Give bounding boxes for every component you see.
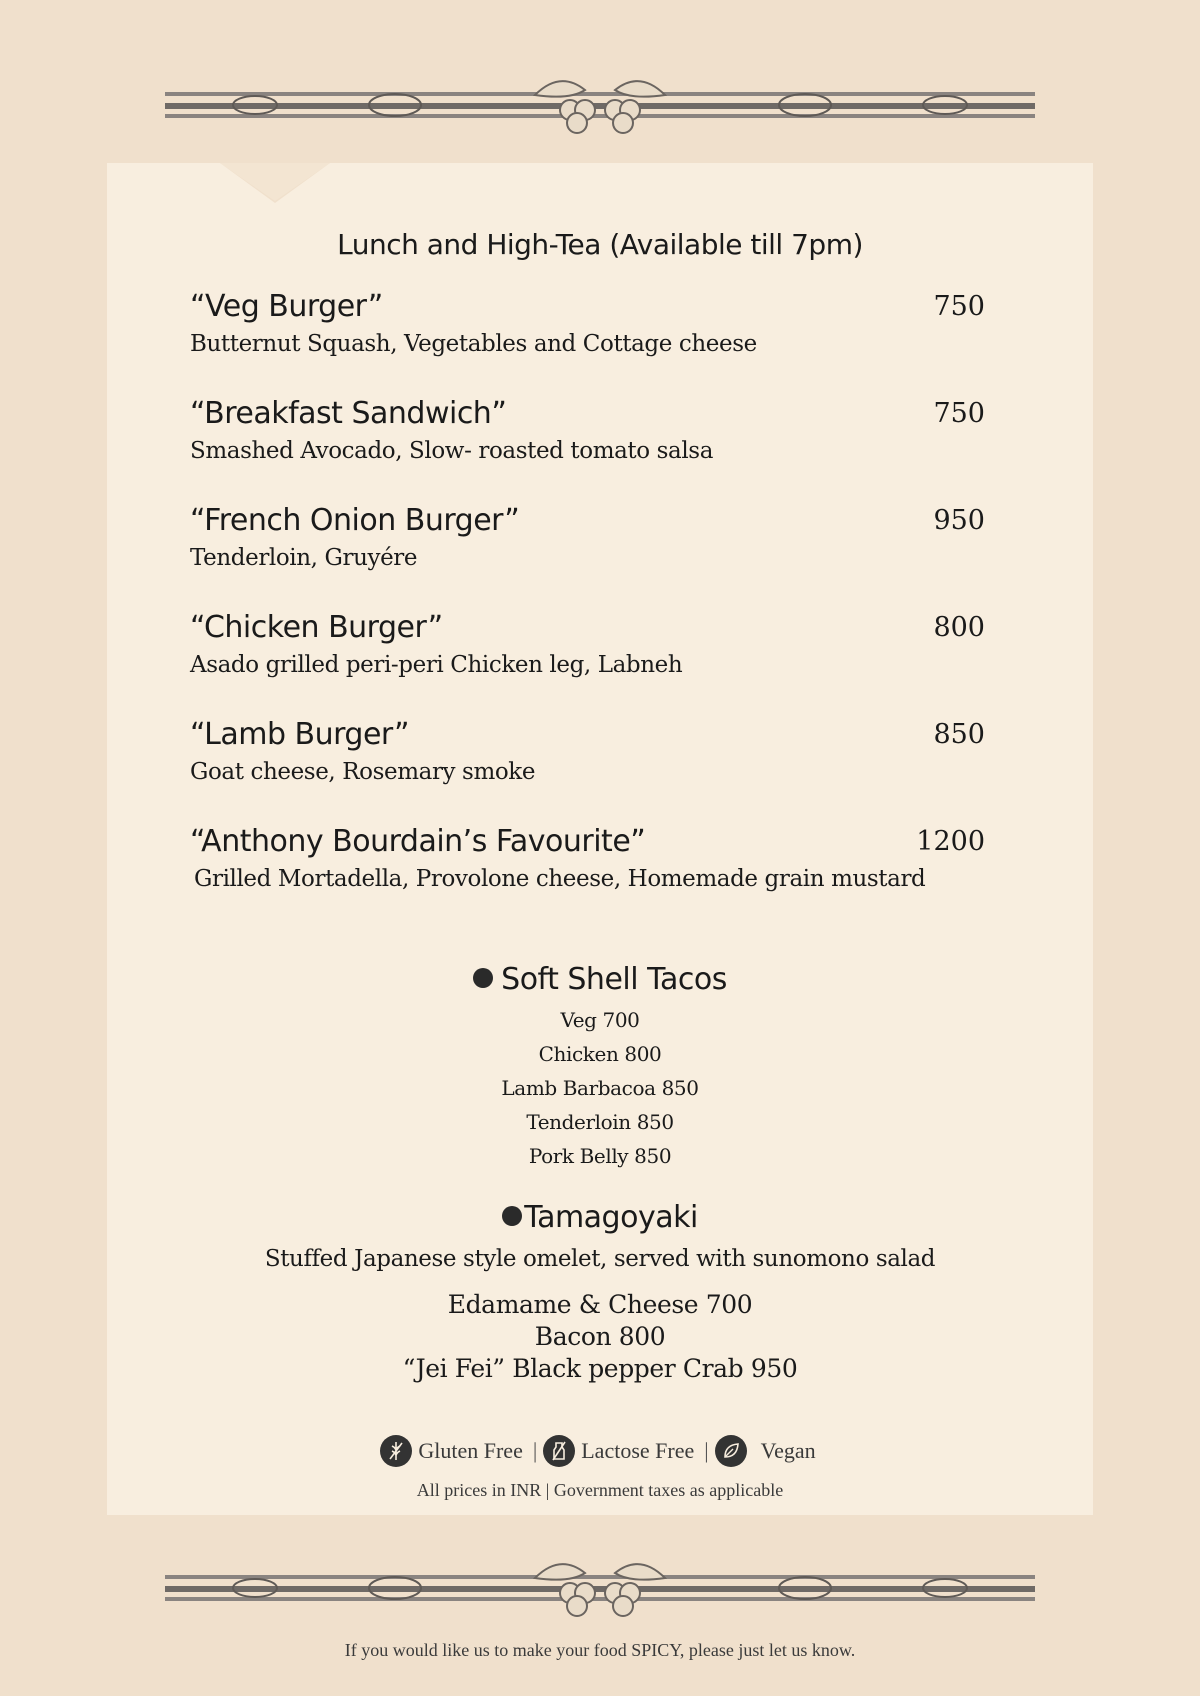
tamagoyaki-option: Bacon 800 (534, 1322, 666, 1351)
legend-separator: | (704, 1438, 709, 1463)
item-name: “Chicken Burger” (190, 610, 443, 645)
card-notch (220, 163, 330, 203)
menu-item (190, 715, 985, 785)
item-description: Asado grilled peri-peri Chicken leg, Labneh (190, 652, 683, 678)
taco-option: Tenderloin 850 (526, 1110, 674, 1134)
item-description: Grilled Mortadella, Provolone cheese, Homemade grain mustard (194, 866, 926, 892)
vegan-leaf-icon (715, 1435, 747, 1467)
item-price: 750 (933, 291, 985, 322)
prices-note: All prices in INR | Government taxes as applicable (416, 1480, 784, 1500)
taco-option: Veg 700 (560, 1008, 640, 1032)
menu-item (190, 822, 985, 892)
item-price: 800 (933, 612, 985, 643)
tacos-heading (0, 962, 1200, 997)
item-price: 850 (933, 719, 985, 750)
lactose-free-label: Lactose Free (581, 1438, 695, 1463)
item-description: Smashed Avocado, Slow- roasted tomato salsa (190, 438, 714, 464)
menu-item (190, 501, 985, 571)
item-name: “French Onion Burger” (190, 503, 520, 538)
vegan-label: Vegan (760, 1438, 816, 1463)
legend-separator: | (532, 1438, 538, 1463)
item-description: Butternut Squash, Vegetables and Cottage cheese (190, 331, 757, 357)
item-price: 1200 (916, 826, 985, 857)
menu-item (190, 608, 985, 678)
gluten-free-label: Gluten Free (418, 1438, 523, 1463)
lactose-free-icon (543, 1435, 575, 1467)
tamagoyaki-option: Edamame & Cheese 700 (447, 1290, 753, 1319)
item-description: Goat cheese, Rosemary smoke (190, 759, 536, 785)
taco-option: Pork Belly 850 (528, 1144, 672, 1168)
taco-option: Lamb Barbacoa 850 (501, 1076, 699, 1100)
tamagoyaki-heading (0, 1200, 1200, 1235)
item-name: “Lamb Burger” (190, 717, 410, 752)
gluten-free-icon (380, 1435, 412, 1467)
menu-item (190, 287, 985, 357)
item-name: “Veg Burger” (190, 289, 383, 324)
gluten-free-icon (502, 1206, 522, 1226)
item-price: 750 (933, 398, 985, 429)
menu-item (190, 394, 985, 464)
menu-title: Lunch and High-Tea (Available till 7pm) (337, 228, 863, 261)
tamagoyaki-description: Stuffed Japanese style omelet, served with sunomono salad (264, 1246, 936, 1272)
item-description: Tenderloin, Gruyére (190, 545, 418, 571)
gluten-free-icon (473, 968, 493, 988)
item-name: “Anthony Bourdain’s Favourite” (190, 824, 646, 859)
diet-legend (0, 1435, 1200, 1467)
top-ornament (165, 70, 1035, 140)
bottom-ornament (165, 1553, 1035, 1623)
tamagoyaki-title: Tamagoyaki (524, 1200, 698, 1235)
spicy-note: If you would like us to make your food SPICY, please just let us know. (344, 1640, 856, 1660)
taco-option: Chicken 800 (538, 1042, 662, 1066)
tamagoyaki-option: “Jei Fei” Black pepper Crab 950 (402, 1354, 798, 1383)
tacos-title: Soft Shell Tacos (501, 962, 727, 997)
item-name: “Breakfast Sandwich” (190, 396, 507, 431)
item-price: 950 (933, 505, 985, 536)
